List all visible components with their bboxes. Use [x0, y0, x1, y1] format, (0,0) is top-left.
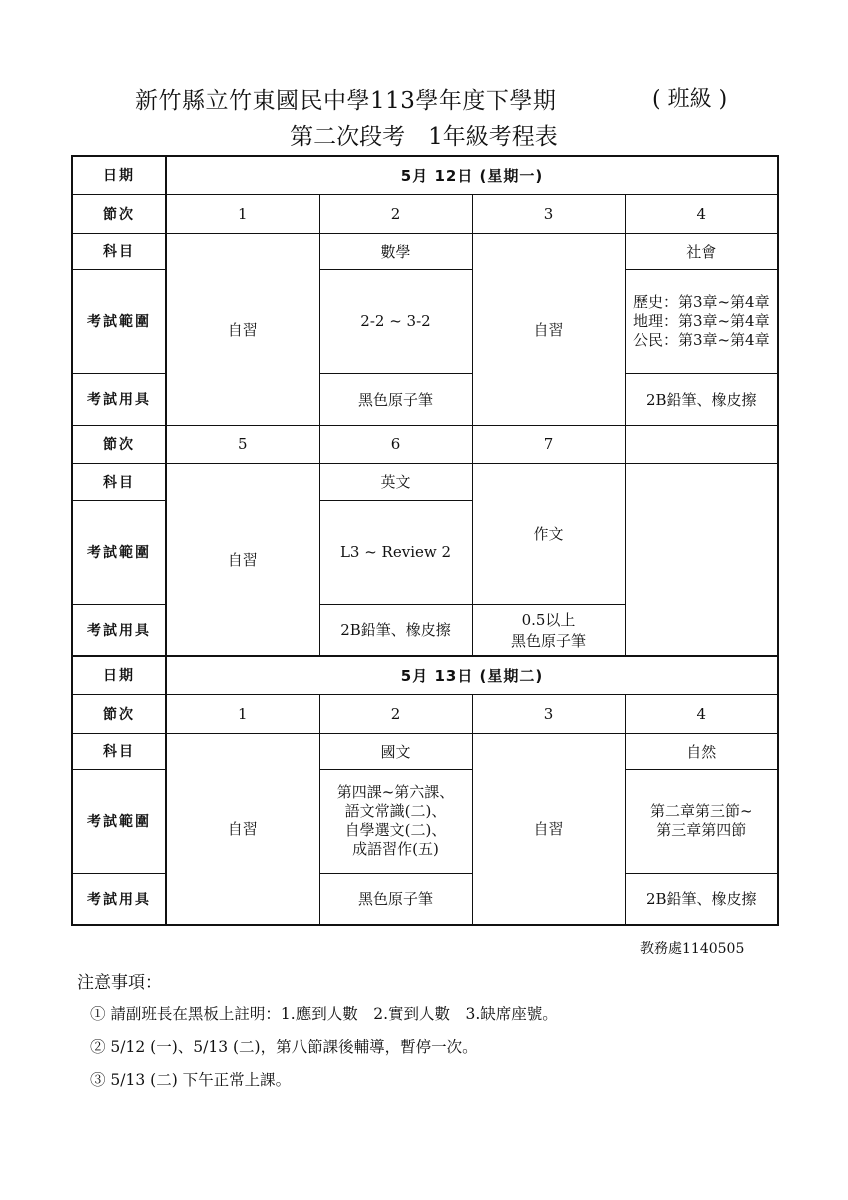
note-item: ③ 5/13 (二) 下午正常上課。	[90, 1071, 292, 1089]
day2-p4-scope	[625, 769, 778, 873]
tools-label: 考試用具	[72, 604, 166, 656]
scope-line-civics: 公民：第3章~第4章	[632, 330, 770, 349]
day1-period-5: 5	[166, 425, 319, 463]
day1-period-row	[72, 194, 778, 233]
subject-label: 科目	[72, 463, 166, 500]
day1-period-1: 1	[166, 194, 319, 233]
day1-p6-tools: 2B鉛筆、橡皮擦	[319, 604, 472, 656]
day2-p2-scope	[319, 769, 472, 873]
day1-period-3: 3	[472, 194, 625, 233]
day1-pm-period-row	[72, 425, 778, 463]
scope-line-geography: 地理：第3章~第4章	[632, 311, 770, 330]
day1-date-row	[72, 156, 778, 194]
period-label: 節次	[72, 694, 166, 733]
day2-date: 5月 13日 (星期二)	[166, 656, 778, 694]
day2-p2-tools: 黑色原子筆	[319, 873, 472, 925]
subject-label: 科目	[72, 733, 166, 769]
date-label: 日期	[72, 156, 166, 194]
day1-empty-cell	[625, 463, 778, 656]
day1-p2-tools: 黑色原子筆	[319, 373, 472, 425]
day1-p4-subject: 社會	[625, 233, 778, 269]
date-label: 日期	[72, 656, 166, 694]
scope-label: 考試範圍	[72, 500, 166, 604]
day1-p2-subject: 數學	[319, 233, 472, 269]
day2-period-row	[72, 694, 778, 733]
day1-p7-composition: 作文	[472, 463, 625, 604]
exam-schedule-table	[71, 155, 779, 926]
tools-line-2: 黑色原子筆	[510, 631, 586, 650]
scope-label: 考試範圍	[72, 769, 166, 873]
day2-p4-tools: 2B鉛筆、橡皮擦	[625, 873, 778, 925]
note-item: ② 5/12 (一)、5/13 (二)，第八節課後輔導，暫停一次。	[90, 1038, 478, 1056]
period-label: 節次	[72, 194, 166, 233]
day2-p1-self-study: 自習	[166, 733, 319, 925]
day1-period-4: 4	[625, 194, 778, 233]
office-stamp: 教務處1140505	[640, 941, 745, 957]
day2-p4-subject: 自然	[625, 733, 778, 769]
day1-date: 5月 12日 (星期一)	[166, 156, 778, 194]
scope-line-2: 第三章第四節	[656, 821, 747, 839]
day1-period-2: 2	[319, 194, 472, 233]
document-subtitle	[0, 118, 848, 151]
scope-line-1: 第四課~第六課、	[336, 783, 455, 801]
scope-line-4: 成語習作(五)	[352, 840, 439, 858]
class-label: ( 班級 )	[652, 87, 728, 112]
day2-period-2: 2	[319, 694, 472, 733]
title-row	[0, 82, 848, 116]
tools-line-1: 0.5以上	[521, 610, 576, 629]
scope-line-1: 第二章第三節~	[649, 802, 753, 820]
tools-label: 考試用具	[72, 373, 166, 425]
day1-period-6: 6	[319, 425, 472, 463]
day2-period-4: 4	[625, 694, 778, 733]
notes-title: 注意事項：	[77, 973, 162, 993]
document-title: 新竹縣立竹東國民中學113學年度下學期	[135, 88, 557, 114]
day2-period-1: 1	[166, 694, 319, 733]
day2-p3-self-study: 自習	[472, 733, 625, 925]
day1-p6-subject: 英文	[319, 463, 472, 500]
note-item: ① 請副班長在黑板上註明：1.應到人數 2.實到人數 3.缺席座號。	[90, 1005, 558, 1023]
day1-p4-scope	[625, 269, 778, 373]
scope-label: 考試範圍	[72, 269, 166, 373]
day2-date-row	[72, 656, 778, 694]
day1-p5-self-study: 自習	[166, 463, 319, 656]
subject-label: 科目	[72, 233, 166, 269]
scope-line-history: 歷史：第3章~第4章	[632, 292, 770, 311]
day1-p6-scope: L3 ~ Review 2	[319, 500, 472, 604]
scope-line-3: 自學選文(二)、	[344, 821, 447, 839]
day1-p7-tools	[472, 604, 625, 656]
day2-p2-subject: 國文	[319, 733, 472, 769]
period-label: 節次	[72, 425, 166, 463]
day1-p3-self-study: 自習	[472, 233, 625, 425]
day1-p2-scope: 2-2 ~ 3-2	[319, 269, 472, 373]
scope-line-2: 語文常識(二)、	[344, 802, 447, 820]
day1-period-7: 7	[472, 425, 625, 463]
day1-period-empty	[625, 425, 778, 463]
day2-subject-row	[72, 733, 778, 769]
day2-period-3: 3	[472, 694, 625, 733]
tools-label: 考試用具	[72, 873, 166, 925]
subtitle-text: 第二次段考 1年級考程表	[290, 124, 558, 150]
day1-subject-row	[72, 233, 778, 269]
day1-p4-tools: 2B鉛筆、橡皮擦	[625, 373, 778, 425]
day1-pm-subject-row	[72, 463, 778, 500]
day1-p1-self-study: 自習	[166, 233, 319, 425]
